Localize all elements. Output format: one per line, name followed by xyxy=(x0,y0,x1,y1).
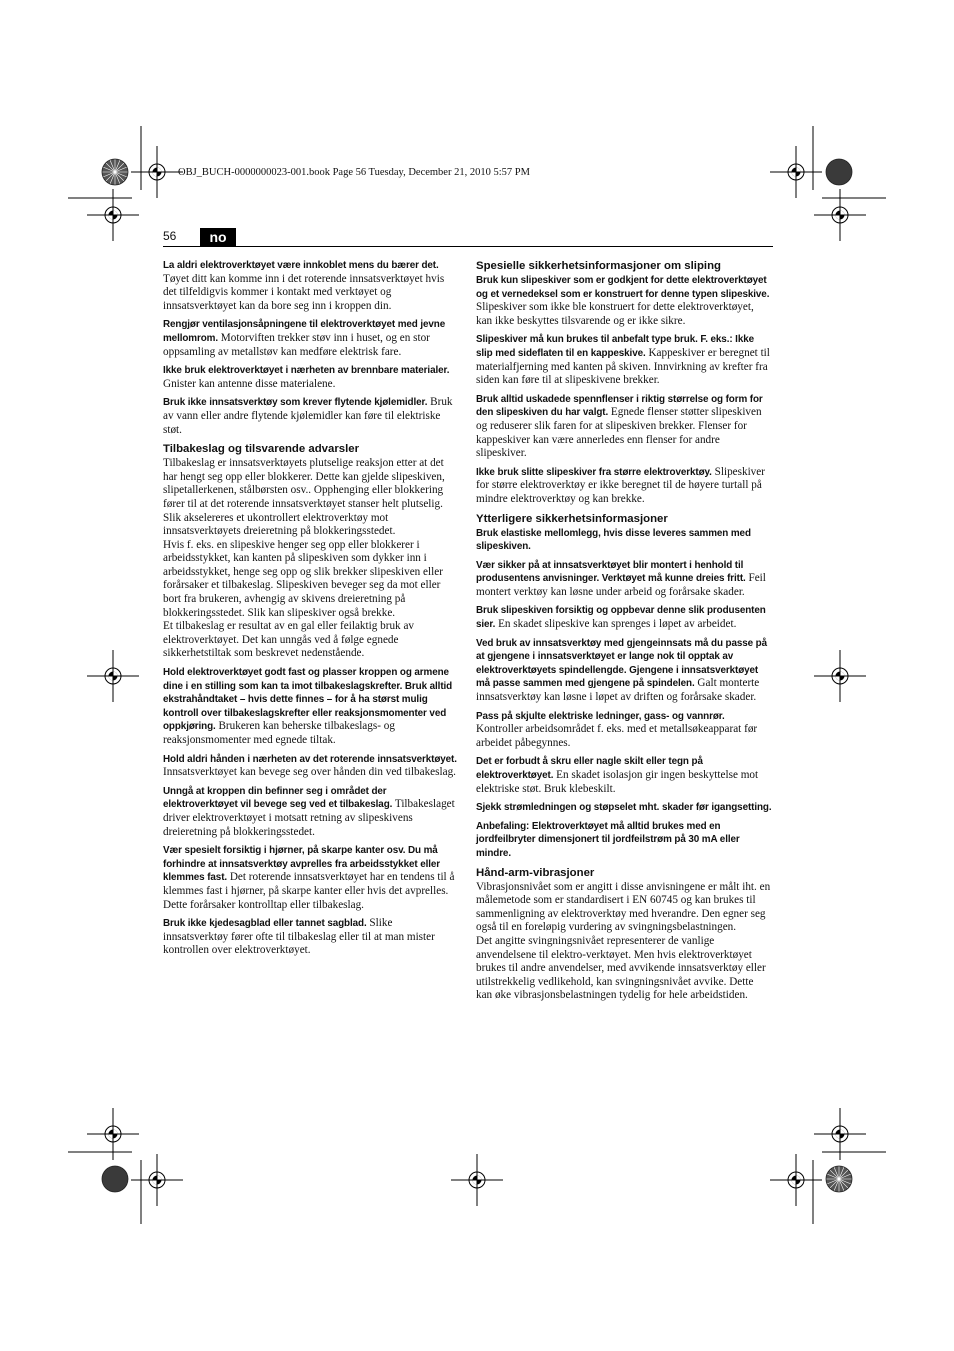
paragraph-text: Slipeskiver som ikke ble konstruert for dette elektroverktøyet, kan ikke beskyttes tilsvarende og er ikke sikre. xyxy=(476,301,754,327)
section-heading-kickback: Tilbakeslag og tilsvarende advarsler xyxy=(163,443,360,456)
paragraph-text: Egnede flenser støtter slipeskiven og reduserer slik faren for at slipeskiven brekker. Flenser for kappeskiver kan være annerledes enn flenser for andre slipeskiver. xyxy=(476,406,762,460)
bold-instruction: Sjekk strømledningen og støpselet mht. skader før igangsetting. xyxy=(476,802,772,814)
paragraph xyxy=(476,637,772,705)
bold-instruction: Pass på skjulte elektriske ledninger, gass- og vannrør. xyxy=(476,710,725,722)
bold-instruction: Det er forbudt å skru eller nagle skilt eller tegn på elektroverktøyet. xyxy=(476,756,703,781)
registration-mark-icon xyxy=(770,146,822,198)
bold-instruction: Hold elektroverktøyet godt fast og plasser kroppen og armene dine i en stilling som kan ta imot tilbakeslagskrefter. Bruk alltid ekstrahåndtaket – hvis dette finnes – for å ha størst mulig kontroll over tilbakeslagskrefter eller reaksjonsmomenter ved oppkjøring. xyxy=(163,667,453,733)
paragraph-text: Innsatsverktøyet kan bevege seg over hånden din ved tilbakeslag. xyxy=(163,766,456,779)
color-wheel-icon xyxy=(102,1166,128,1192)
bold-instruction: Ikke bruk slitte slipeskiver fra større elektroverktøy. xyxy=(476,466,712,478)
paragraph-text: Tøyet ditt kan komme inn i det roterende innsatsverktøyet hvis det tilfeldigvis kommer i kontakt med verktøyet og innsatsverktøyet kan da bore seg inn i kroppen din. xyxy=(163,272,445,312)
paragraph xyxy=(163,753,459,780)
bold-instruction: Anbefaling: Elektroverktøyet må alltid brukes med en jordfeilbryter dimensjonert til jordfeilstrøm på 30 mA eller mindre. xyxy=(476,820,740,859)
paragraph-text: En skadet slipeskive kan sprenges i løpet av arbeidet. xyxy=(495,618,737,631)
left-column xyxy=(163,259,459,963)
bold-instruction: Bruk ikke innsatsverktøy som krever flytende kjølemidler. xyxy=(163,397,428,409)
paragraph: Hvis f. eks. en slipeskive henger seg opp eller blokkerer i arbeidsstykket, kan kanten på slipeskiven som dykker inn i arbeidsstykket, henge seg opp og slik brekker slipeskiven eller forårsaker et tilbakeslag. Slipeskiven beveger seg da mot eller bort fra brukeren, avhengig av skivens dreieretning på blokkeringsstedet. Slik kan slipeskiver også brekke. xyxy=(163,538,443,619)
bold-instruction: Vær sikker på at innsatsverktøyet blir montert i henhold til produsentens anvisninger. Verktøyet må kunne dreies fritt. xyxy=(476,559,746,585)
paragraph xyxy=(476,755,772,796)
page-number: 56 xyxy=(163,229,177,243)
paragraph-text: Motorviften trekker støv inn i huset, og en stor oppsamling av metallstøv kan medføre elektrisk fare. xyxy=(163,331,430,358)
color-wheel-icon xyxy=(826,159,852,185)
paragraph-text: Feil montert verktøy kan løsne under arbeid og forårsake skader. xyxy=(476,572,766,598)
registration-mark-icon xyxy=(87,650,139,702)
paragraph-text: Slipeskiver for større elektroverktøy er ikke beregnet til de høyere turtall på mindre elektroverktøy og kan brekke. xyxy=(476,465,765,505)
book-info-line: OBJ_BUCH-0000000023-001.book Page 56 Tuesday, December 21, 2010 5:57 PM xyxy=(178,167,530,178)
paragraph-text: Slike innsatsverktøy fører ofte til tilbakeslag eller til at man mister kontrollen over elektroverktøyet. xyxy=(163,917,435,957)
paragraph xyxy=(476,333,772,387)
bold-instruction: Ved bruk av innsatsverktøy med gjengeinnsats må du passe på at gjengene i innsatsverktøyet er lange nok til opptak av elektroverktøyets spindellengde. Gjengene i innsatsverktøyet må passe sammen med gjengene på spindelen. xyxy=(476,637,768,690)
paragraph xyxy=(476,604,772,631)
language-tab: no xyxy=(200,228,236,246)
paragraph xyxy=(163,666,459,748)
paragraph xyxy=(163,364,459,391)
paragraph-text: Det roterende innsatsverktøyet har en tendens til å klemmes fast i hjørner, på skarpe kanter eller hvis det avprelles. Dette forårsaker kontrolltap eller tilbakeslag. xyxy=(163,871,455,911)
bold-instruction: Slipeskiver må kun brukes til anbefalt type bruk. F. eks.: Ikke slip med sideflaten til en kappeskive. xyxy=(476,334,754,359)
paragraph xyxy=(476,527,772,554)
paragraph xyxy=(476,274,772,328)
paragraph-text: Kontroller arbeidsområdet f. eks. med et metallsøkeapparat før arbeidet påbegynnes. xyxy=(476,723,758,749)
paragraph: Et tilbakeslag er resultat av en gal eller feilaktig bruk av elektroverktøyet. Det kan unngås ved å følge egnede sikkerhetstiltak som beskrevet nedenstående. xyxy=(163,620,414,660)
bold-instruction: Ikke bruk elektroverktøyet i nærheten av brennbare materialer. xyxy=(163,365,450,377)
bold-instruction: Vær spesielt forsiktig i hjørner, på skarpe kanter osv. Du må forhindre at innsatsverktøy avprelles fra arbeidsstykket eller klemmes fast. xyxy=(163,845,441,884)
paragraph xyxy=(476,820,772,861)
paragraph-text: Bruk av vann eller andre flytende kjølemidler kan føre til elektriske støt. xyxy=(163,396,453,436)
bold-instruction: Hold aldri hånden i nærheten av det roterende innsatsverktøyet. xyxy=(163,753,457,765)
registration-mark-icon xyxy=(451,1154,503,1206)
bold-instruction: Bruk ikke kjedesagblad eller tannet sagblad. xyxy=(163,918,367,930)
right-column xyxy=(476,259,772,1008)
paragraph xyxy=(476,466,772,507)
bold-instruction: Bruk elastiske mellomlegg, hvis disse leveres sammen med slipeskiven. xyxy=(476,527,751,553)
paragraph xyxy=(163,259,459,313)
paragraph-text: Brukeren kan beherske tilbakeslags- og reaksjonsmomenter med egnede tiltak. xyxy=(163,720,395,746)
section-heading-vibration: Hånd-arm-vibrasjoner xyxy=(476,866,595,879)
paragraph-text: Gnister kan antenne disse materialene. xyxy=(163,377,336,390)
paragraph-text: Tilbakeslaget driver elektroverktøyet i motsatt retning av slipeskivens dreieretning på blokkeringsstedet. xyxy=(163,798,455,838)
paragraph: Vibrasjonsnivået som er angitt i disse anvisningene er målt iht. en målemetode som er standardisert i EN 60745 og kan brukes til sammenligning av elektroverktøy med hverandre. Den egner seg også til en foreløpig vurdering av svingningsbelastningen. xyxy=(476,880,771,934)
registration-mark-icon xyxy=(814,650,866,702)
paragraph-text: Kappeskiver er beregnet til materialfjerning med kanten på skiven. Innvirkning av krefter fra siden kan føre til at slipeskivene brekker. xyxy=(476,346,770,387)
bold-instruction: Bruk kun slipeskiver som er godkjent for dette elektroverktøyet og et vernedeksel som er konstruert for denne typen slipeskive. xyxy=(476,275,770,300)
paragraph xyxy=(163,396,459,437)
bold-instruction: Unngå at kroppen din befinner seg i området der elektroverktøyet vil bevege seg ved et tilbakeslag. xyxy=(163,785,393,811)
registration-mark-icon xyxy=(131,1154,183,1206)
bold-instruction: Rengjør ventilasjonsåpningene til elektroverktøyet med jevne mellomrom. xyxy=(163,319,446,344)
registration-mark-icon xyxy=(814,189,866,241)
paragraph xyxy=(163,785,459,839)
bold-instruction: Bruk slipeskiven forsiktig og oppbevar denne slik produsenten sier. xyxy=(476,605,766,631)
paragraph xyxy=(476,393,772,461)
registration-mark-icon xyxy=(87,189,139,241)
paragraph xyxy=(476,710,772,751)
registration-mark-icon xyxy=(770,1154,822,1206)
paragraph-text: Galt monterte innsatsverktøy kan løsne i løpet av driften og forårsake skader. xyxy=(476,677,760,704)
paragraph xyxy=(163,844,459,912)
paragraph xyxy=(163,318,459,359)
paragraph xyxy=(163,917,459,958)
bold-instruction: Bruk alltid uskadede spennflenser i riktig størrelse og form for den slipeskiven du har valgt. xyxy=(476,393,763,419)
paragraph: Det angitte svingningsnivået representerer de vanlige anvendelsene til elektro-verktøyet. Men hvis elektroverktøyet brukes til andre anvendelser, med avvikende innsatsverktøy eller utilstrekkelig vedlikehold, kan svingningsnivået avvike. Dette kan øke vibrasjonsbelastningen tydelig for hele arbeidstiden. xyxy=(476,934,766,1002)
color-wheel-icon xyxy=(102,159,128,185)
section-heading-grinding: Spesielle sikkerhetsinformasjoner om sliping xyxy=(476,260,721,272)
paragraph-text: En skadet isolasjon gir ingen beskyttelse mot elektriske støt. Bruk klebeskilt. xyxy=(476,769,759,795)
color-wheel-icon xyxy=(826,1166,852,1192)
header-rule xyxy=(163,246,773,247)
paragraph: Tilbakeslag er innsatsverktøyets plutselige reaksjon etter at det har hengt seg opp eller blokkerer. Dette kan gjelde slipeskiven, slipetallerkenen, stålbørsten osv.. Opphenging eller blokkering fører til at det roterende innsatsverktøyet stanser helt plutselig. Slik akselereres et ukontrollert elektroverktøy mot innsatsverktøyets dreieretning på blokkeringsstedet. xyxy=(163,457,445,538)
paragraph xyxy=(476,559,772,600)
paragraph xyxy=(476,801,772,815)
registration-mark-icon xyxy=(131,146,183,198)
bold-instruction: La aldri elektroverktøyet være innkoblet mens du bærer det. xyxy=(163,260,439,271)
section-heading-additional: Ytterligere sikkerhetsinformasjoner xyxy=(476,512,668,525)
